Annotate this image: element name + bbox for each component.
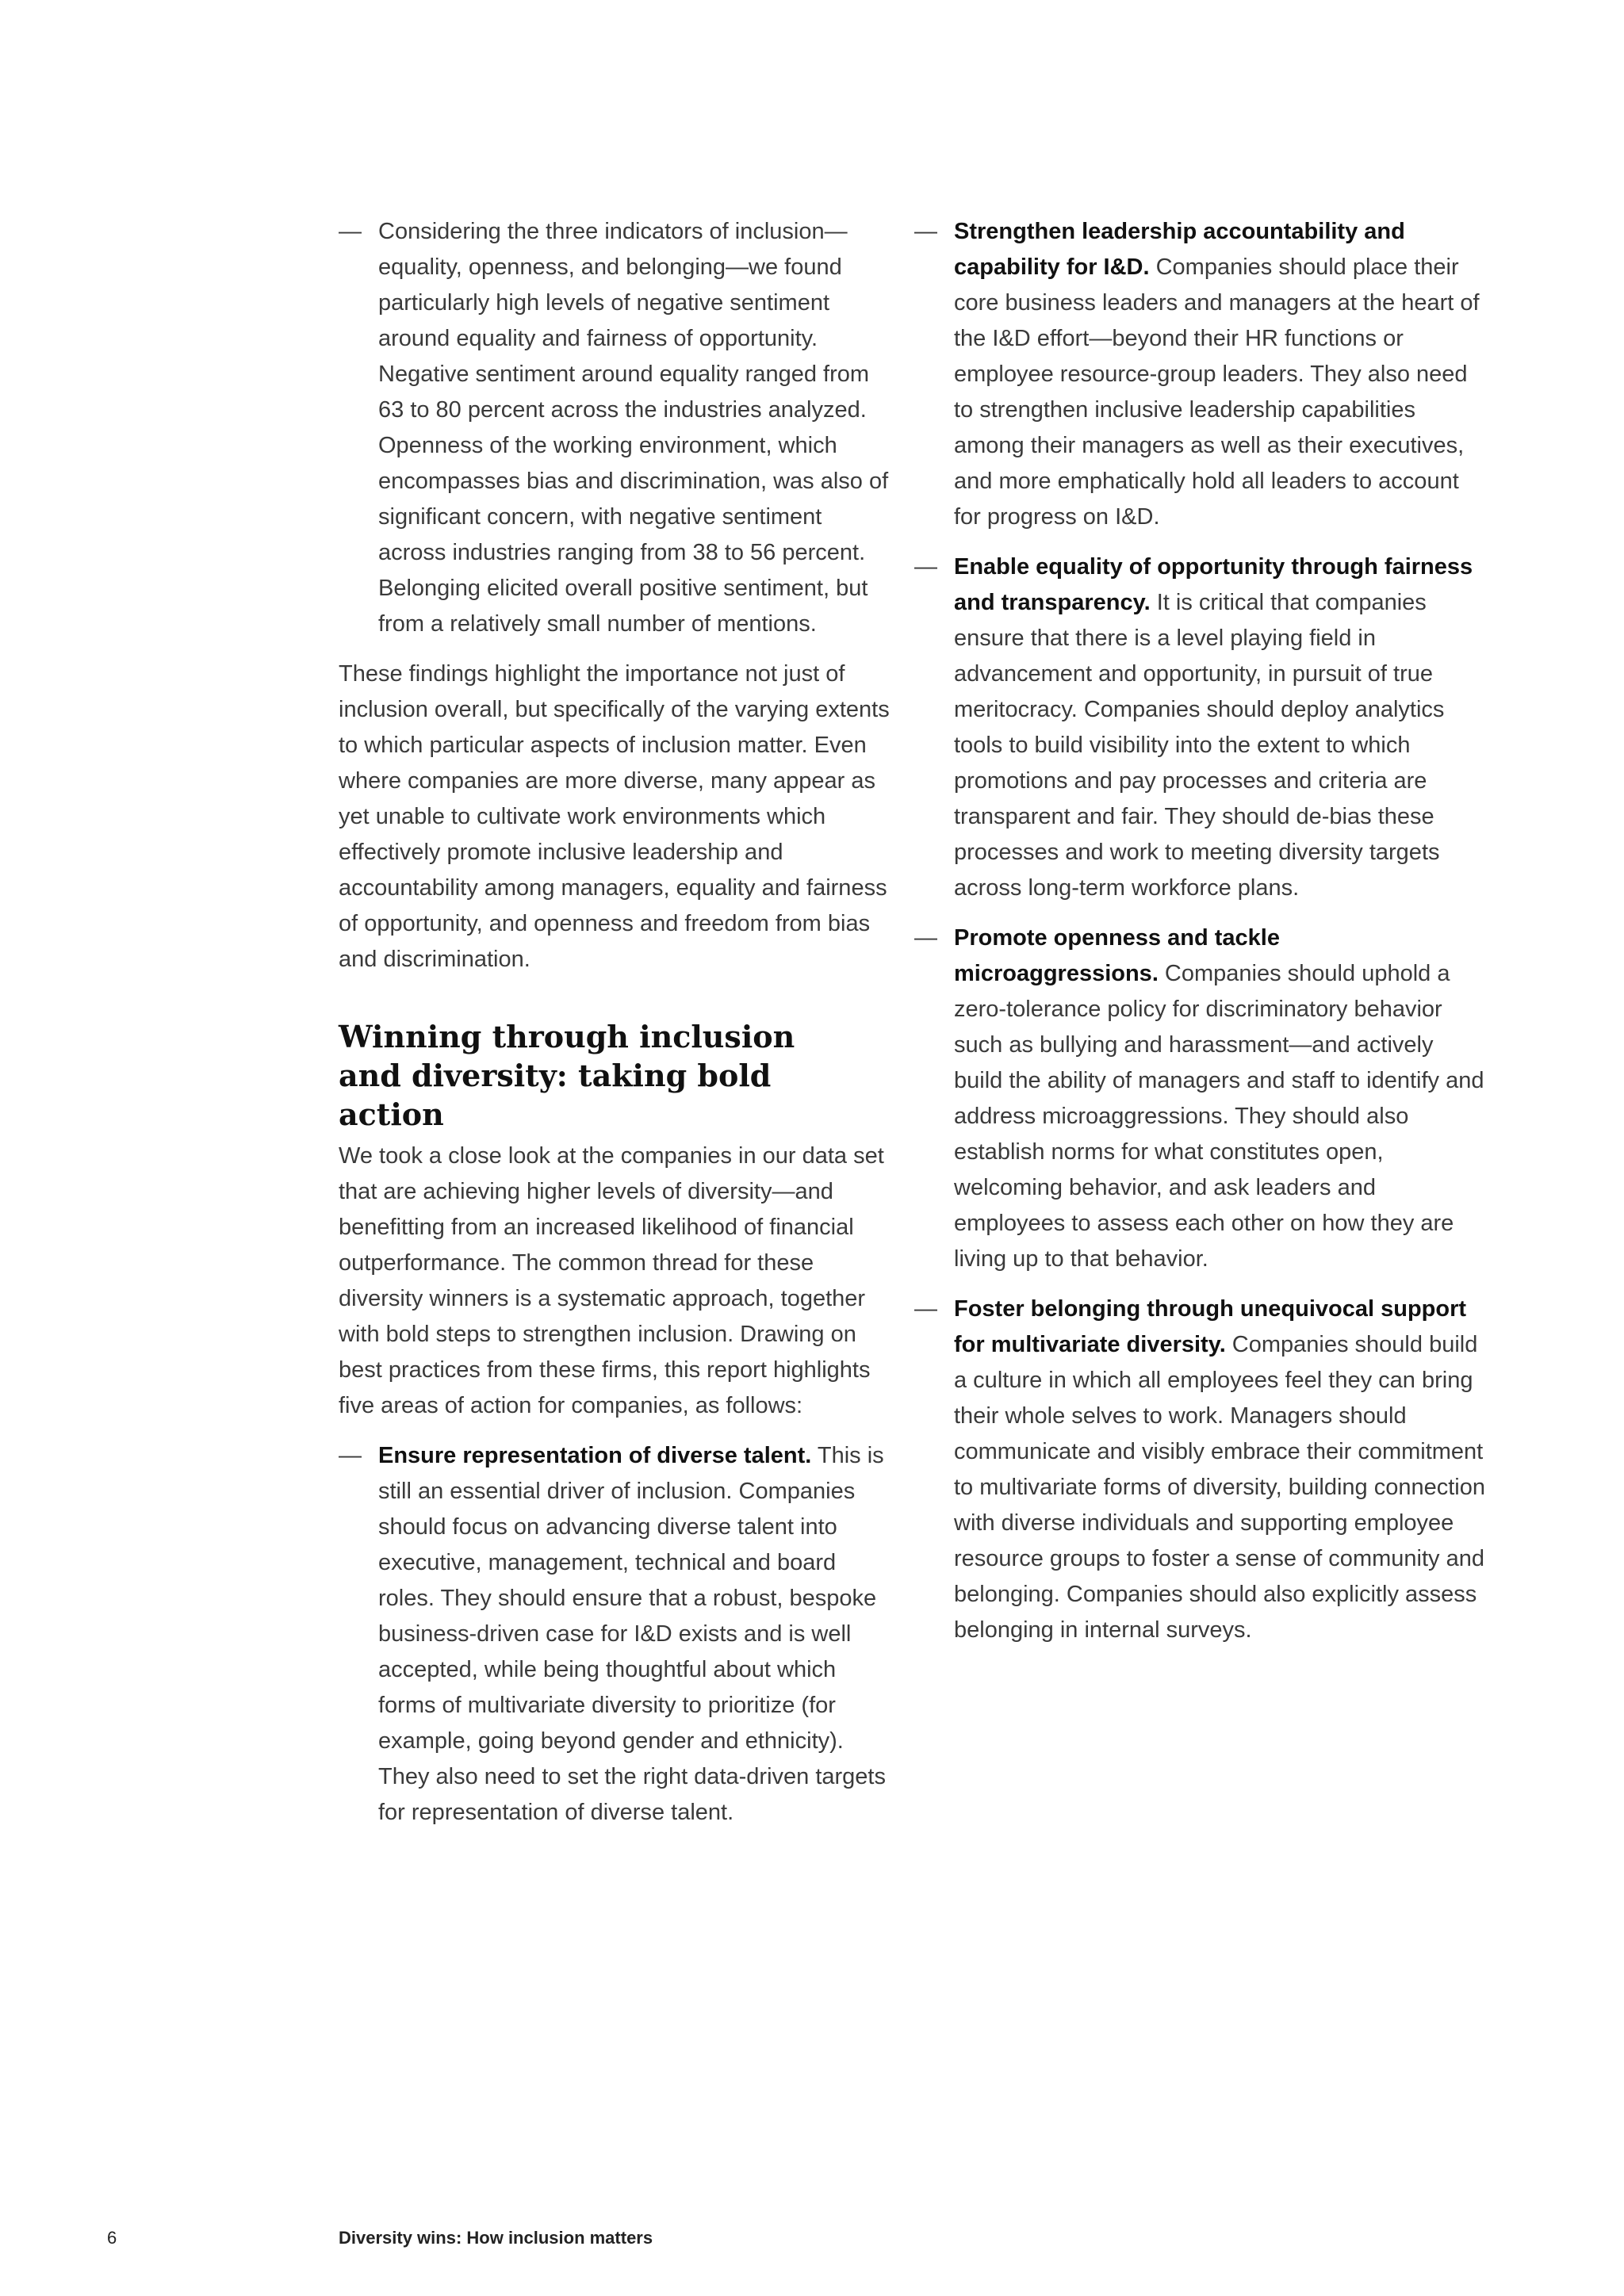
bullet-dash: —	[914, 1296, 937, 1322]
right-column	[914, 214, 1485, 1663]
bullet-inclusion-indicators	[339, 214, 894, 642]
bullet-lead: Foster belonging through unequivocal support for multivariate diversity.	[954, 1296, 1467, 1357]
section-heading: Winning through inclusion and diversity: taking bold action	[339, 1019, 795, 1132]
left-column	[339, 214, 894, 1845]
bullet-text: It is critical that companies ensure that there is a level playing field in advancement and opportunity, in pursuit of true meritocracy. Companies should deploy analytics tools to build visibility into the extent to which promotions and pay processes and criteria are transparent and fair. They should de-bias these processes and work to meeting diversity targets across long-term workforce plans.	[954, 590, 1445, 901]
bullet-dash: —	[914, 554, 937, 580]
bullet-dash: —	[339, 219, 362, 244]
bullet-dash: —	[339, 1443, 362, 1468]
bullet-text: Companies should uphold a zero-tolerance policy for discriminatory behavior such as bullying and harassment—and actively build the ability of managers and staff to identify and address microaggressions. They should also establish norms for what constitutes open, welcoming behavior, and ask leaders and employees to assess each other on how they are living up to that behavior.	[954, 961, 1484, 1272]
bullet-belonging	[914, 1292, 1485, 1648]
bullet-dash: —	[914, 925, 937, 951]
bullet-text: Companies should build a culture in which all employees feel they can bring their whole selves to work. Managers should communicate and visibly embrace their commitment to multivariate forms of diversity, building connection with diverse individuals and supporting employee resource groups to foster a sense of community and belonging. Companies should also explicitly assess belonging in internal surveys.	[954, 1332, 1485, 1643]
bullet-text: Companies should place their core business leaders and managers at the heart of the I&D effort—beyond their HR functions or employee resource-group leaders. They also need to strengthen inclusive leadership capabilities among their managers as well as their executives, and more emphatically hold all leaders to account for progress on I&D.	[954, 254, 1480, 530]
bullet-lead: Promote openness and tackle microaggressions.	[954, 925, 1280, 986]
bullet-representation	[339, 1438, 894, 1831]
approach-paragraph: We took a close look at the companies in our data set that are achieving higher levels of diversity—and benefitting from an increased likelihood of financial outperformance. The common thread for these diversity winners is a systematic approach, together with bold steps to strengthen inclusion. Drawing on best practices from these firms, this report highlights five areas of action for companies, as follows:	[339, 1143, 884, 1418]
bullet-leadership-accountability	[914, 214, 1485, 535]
bullet-lead: Strengthen leadership accountability and capability for I&D.	[954, 219, 1405, 280]
bullet-text: This is still an essential driver of inclusion. Companies should focus on advancing diverse talent into executive, management, technical and board roles. They should ensure that a robust, bespoke business-driven case for I&D exists and is well accepted, while being thoughtful about which forms of multivariate diversity to prioritize (for example, going beyond gender and ethnicity). They also need to set the right data-driven targets for representation of diverse talent.	[378, 1443, 886, 1825]
bullet-text: Considering the three indicators of inclusion—equality, openness, and belonging—we found particularly high levels of negative sentiment around equality and fairness of opportunity. Negative sentiment around equality ranged from 63 to 80 percent across the industries analyzed. Openness of the working environment, which encompasses bias and discrimination, was also of significant concern, with negative sentiment across industries ranging from 38 to 56 percent. Belonging elicited overall positive sentiment, but from a relatively small number of mentions.	[378, 219, 889, 637]
bullet-lead: Enable equality of opportunity through fairness and transparency.	[954, 554, 1473, 615]
bullet-lead: Ensure representation of diverse talent.	[378, 1443, 812, 1468]
bullet-dash: —	[914, 219, 937, 244]
page-number: 6	[107, 2228, 117, 2248]
bullet-equality-opportunity	[914, 549, 1485, 906]
findings-paragraph: These findings highlight the importance not just of inclusion overall, but specifically of the varying extents to which particular aspects of inclusion matter. Even where companies are more diverse, many appear as yet unable to cultivate work environments which effectively promote inclusive leadership and accountability among managers, equality and fairness of opportunity, and openness and freedom from bias and discrimination.	[339, 661, 890, 972]
bullet-openness-microaggressions	[914, 920, 1485, 1277]
running-title: Diversity wins: How inclusion matters	[339, 2228, 653, 2248]
